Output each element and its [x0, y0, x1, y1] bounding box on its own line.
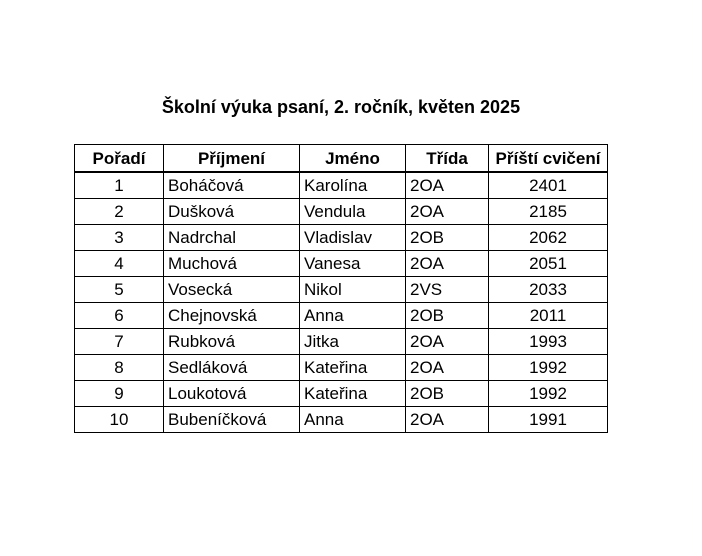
cell-class: 2OA [406, 407, 489, 433]
cell-surname: Muchová [164, 251, 300, 277]
column-header-rank: Pořadí [75, 145, 164, 173]
cell-rank: 6 [75, 303, 164, 329]
cell-class: 2VS [406, 277, 489, 303]
column-header-surname: Příjmení [164, 145, 300, 173]
cell-class: 2OA [406, 199, 489, 225]
cell-score: 2185 [489, 199, 608, 225]
page-title: Školní výuka psaní, 2. ročník, květen 2025 [161, 97, 521, 117]
cell-surname: Chejnovská [164, 303, 300, 329]
cell-score: 1991 [489, 407, 608, 433]
cell-rank: 2 [75, 199, 164, 225]
cell-name: Nikol [300, 277, 406, 303]
cell-surname: Dušková [164, 199, 300, 225]
table-row [75, 225, 608, 251]
table-body [75, 172, 608, 433]
table-header-row [75, 145, 608, 173]
cell-class: 2OA [406, 172, 489, 199]
cell-name: Vanesa [300, 251, 406, 277]
cell-name: Anna [300, 303, 406, 329]
cell-score: 2051 [489, 251, 608, 277]
cell-rank: 8 [75, 355, 164, 381]
column-header-score: Příští cvičení [489, 145, 608, 173]
results-table [74, 144, 608, 433]
table-row [75, 329, 608, 355]
cell-score: 2011 [489, 303, 608, 329]
cell-class: 2OA [406, 355, 489, 381]
table-row [75, 277, 608, 303]
cell-rank: 4 [75, 251, 164, 277]
cell-score: 1993 [489, 329, 608, 355]
cell-name: Vladislav [300, 225, 406, 251]
cell-rank: 9 [75, 381, 164, 407]
table-row [75, 199, 608, 225]
cell-surname: Nadrchal [164, 225, 300, 251]
cell-score: 2062 [489, 225, 608, 251]
cell-surname: Loukotová [164, 381, 300, 407]
cell-rank: 3 [75, 225, 164, 251]
cell-score: 1992 [489, 355, 608, 381]
cell-class: 2OB [406, 381, 489, 407]
table-row [75, 251, 608, 277]
cell-surname: Bubeníčková [164, 407, 300, 433]
table-row [75, 381, 608, 407]
cell-name: Kateřina [300, 381, 406, 407]
cell-score: 1992 [489, 381, 608, 407]
table-row [75, 172, 608, 199]
cell-score: 2401 [489, 172, 608, 199]
table-row [75, 407, 608, 433]
cell-class: 2OB [406, 303, 489, 329]
table-row [75, 355, 608, 381]
column-header-name: Jméno [300, 145, 406, 173]
cell-rank: 5 [75, 277, 164, 303]
cell-rank: 1 [75, 172, 164, 199]
cell-name: Anna [300, 407, 406, 433]
cell-surname: Vosecká [164, 277, 300, 303]
cell-rank: 10 [75, 407, 164, 433]
cell-name: Jitka [300, 329, 406, 355]
cell-name: Kateřina [300, 355, 406, 381]
cell-surname: Rubková [164, 329, 300, 355]
cell-class: 2OB [406, 225, 489, 251]
cell-surname: Boháčová [164, 172, 300, 199]
cell-surname: Sedláková [164, 355, 300, 381]
cell-class: 2OA [406, 251, 489, 277]
cell-score: 2033 [489, 277, 608, 303]
cell-name: Karolína [300, 172, 406, 199]
cell-rank: 7 [75, 329, 164, 355]
cell-class: 2OA [406, 329, 489, 355]
column-header-class: Třída [406, 145, 489, 173]
table-row [75, 303, 608, 329]
cell-name: Vendula [300, 199, 406, 225]
